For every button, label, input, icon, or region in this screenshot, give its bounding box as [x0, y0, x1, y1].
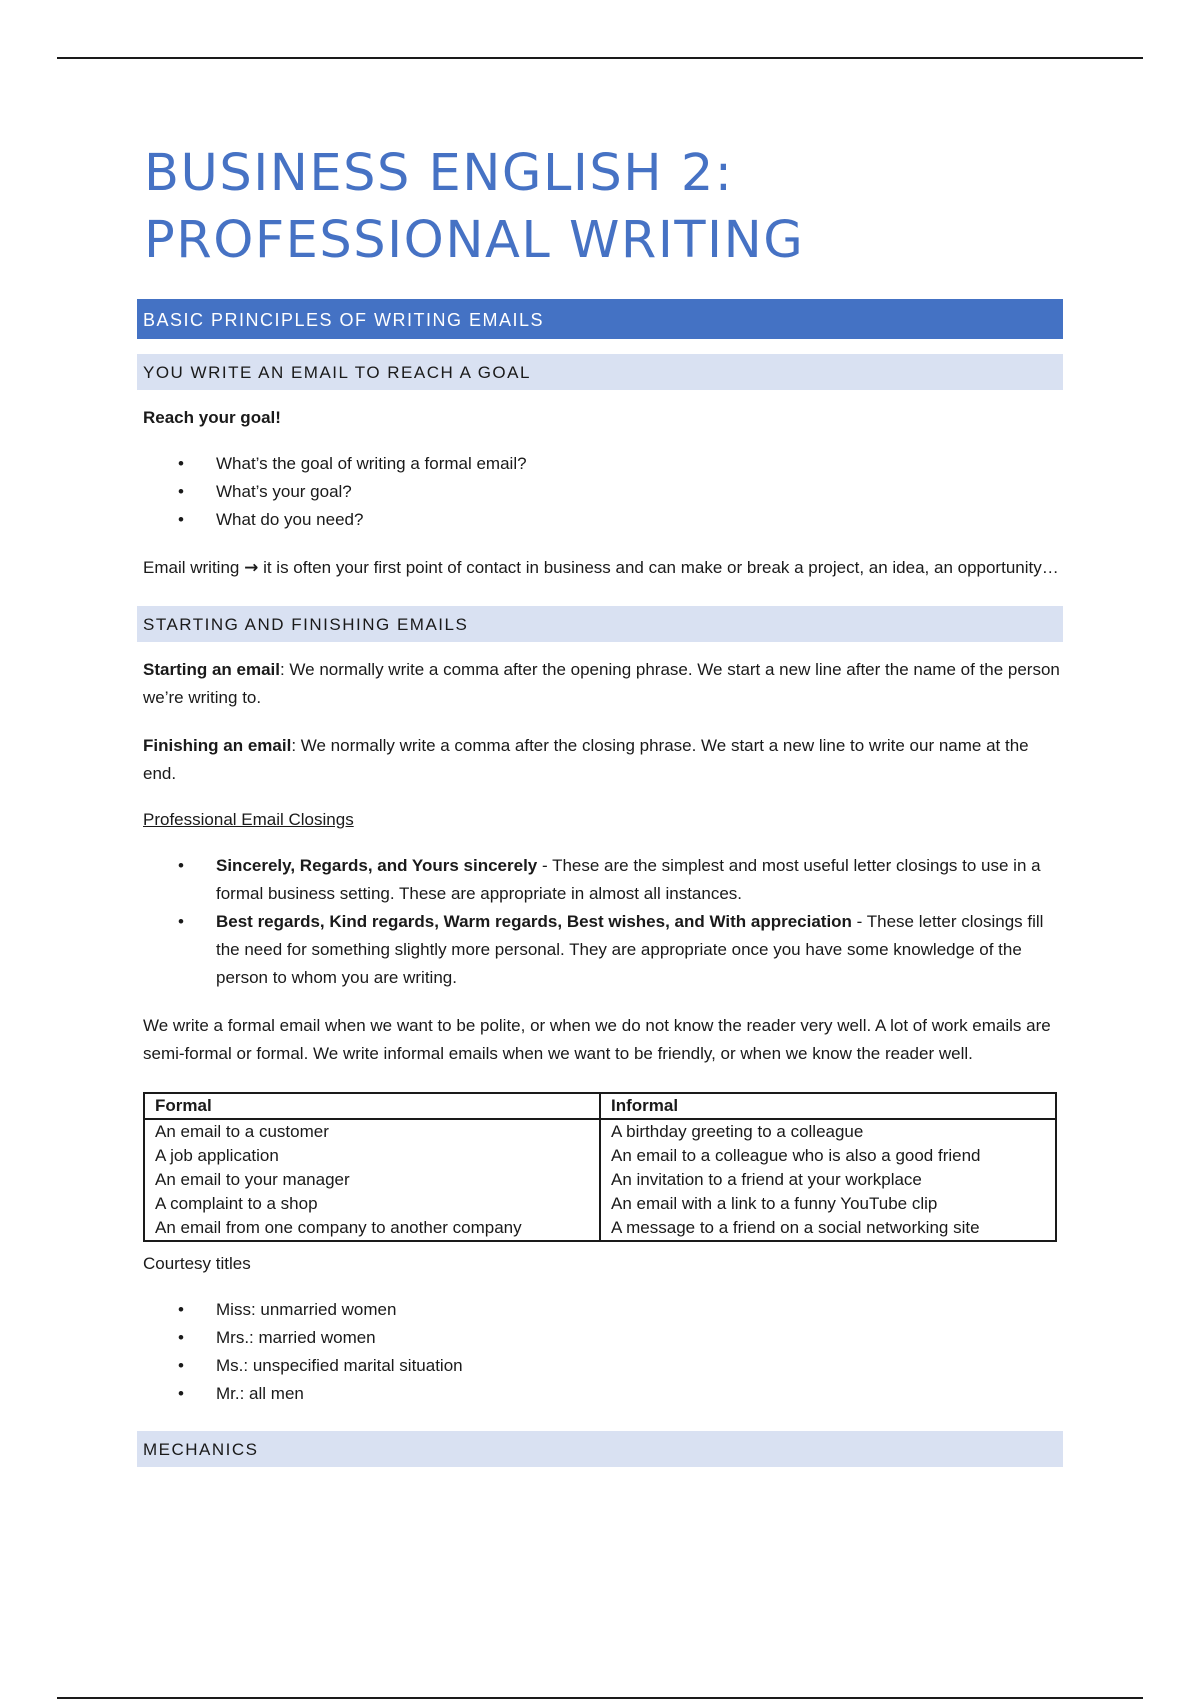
table-cell: A job application [144, 1144, 600, 1168]
formality-paragraph: We write a formal email when we want to be polite, or when we do not know the reader very well. A lot of work emails are semi-formal or formal. We write informal emails when we want to be friendly, or when we know the reader well. [143, 1016, 1051, 1063]
starting-email-label: Starting an email [143, 660, 280, 679]
document-body [137, 140, 1063, 1467]
bullet-icon: • [178, 856, 184, 875]
table-cell: A complaint to a shop [144, 1192, 600, 1216]
goal-question-list [137, 450, 1063, 534]
formal-informal-table [143, 1092, 1057, 1242]
finishing-email-label: Finishing an email [143, 736, 292, 755]
bullet-icon: • [178, 1384, 184, 1403]
note-label: Email writing [143, 558, 240, 577]
goal-lead: Reach your goal! [143, 408, 281, 427]
bullet-icon: • [178, 1300, 184, 1319]
table-header-row [144, 1093, 1056, 1119]
table-cell: An email with a link to a funny YouTube clip [600, 1192, 1056, 1216]
table-row [144, 1119, 1056, 1144]
subheading-starting-finishing: STARTING AND FINISHING EMAILS [137, 606, 1063, 642]
bullet-icon: • [178, 454, 184, 473]
list-item [137, 506, 1063, 534]
table-row [144, 1192, 1056, 1216]
list-item-text: Miss: unmarried women [216, 1300, 397, 1319]
closing-description: - These letter closings fill the need for something slightly more personal. They are appropriate once you have some knowledge of the person to whom you are writing. [216, 912, 1044, 987]
finishing-email-text: : We normally write a comma after the closing phrase. We start a new line to write our name at the end. [143, 736, 1029, 783]
table-cell: An invitation to a friend at your workplace [600, 1168, 1056, 1192]
closing-phrases: Best regards, Kind regards, Warm regards, Best wishes, and With appreciation [216, 912, 852, 931]
list-item-text: Ms.: unspecified marital situation [216, 1356, 463, 1375]
list-item-text: Mrs.: married women [216, 1328, 376, 1347]
table-cell: An email from one company to another company [144, 1216, 600, 1241]
document-title [144, 140, 1063, 274]
table-row [144, 1144, 1056, 1168]
courtesy-titles-list [137, 1296, 1063, 1408]
table-cell: An email to a customer [144, 1119, 600, 1144]
header-rule [57, 57, 1143, 59]
subheading-mechanics: MECHANICS [137, 1431, 1063, 1467]
list-item [137, 1352, 1063, 1380]
list-item [137, 908, 1063, 992]
list-item [137, 1296, 1063, 1324]
column-header-formal: Formal [144, 1093, 600, 1119]
starting-email-paragraph [137, 656, 1063, 712]
bullet-icon: • [178, 912, 184, 931]
list-item [137, 478, 1063, 506]
list-item-text: What’s your goal? [216, 482, 352, 501]
title-line-2: PROFESSIONAL WRITING [144, 211, 805, 270]
courtesy-titles-label: Courtesy titles [143, 1254, 251, 1273]
bullet-icon: • [178, 510, 184, 529]
starting-email-text: : We normally write a comma after the opening phrase. We start a new line after the name of the person we’re writing to. [143, 660, 1060, 707]
list-item [137, 1324, 1063, 1352]
table-row [144, 1168, 1056, 1192]
bullet-icon: • [178, 482, 184, 501]
footer-rule [57, 1697, 1143, 1699]
column-header-informal: Informal [600, 1093, 1056, 1119]
subheading-goal: YOU WRITE AN EMAIL TO REACH A GOAL [137, 354, 1063, 390]
list-item-text: What do you need? [216, 510, 364, 529]
closing-phrases: Sincerely, Regards, and Yours sincerely [216, 856, 538, 875]
list-item-text: What’s the goal of writing a formal email? [216, 454, 527, 473]
email-writing-note [137, 554, 1063, 582]
closing-description: - These are the simplest and most useful letter closings to use in a formal business setting. These are appropriate in almost all instances. [216, 856, 1041, 903]
closings-list [137, 852, 1063, 992]
table-cell: An email to your manager [144, 1168, 600, 1192]
list-item-text: Mr.: all men [216, 1384, 304, 1403]
title-line-1: BUSINESS ENGLISH 2: [144, 144, 734, 203]
list-item [137, 450, 1063, 478]
list-item [137, 1380, 1063, 1408]
table-cell: An email to a colleague who is also a good friend [600, 1144, 1056, 1168]
table-cell: A birthday greeting to a colleague [600, 1119, 1056, 1144]
closings-label: Professional Email Closings [143, 810, 354, 829]
table-cell: A message to a friend on a social networking site [600, 1216, 1056, 1241]
section-heading: BASIC PRINCIPLES OF WRITING EMAILS [137, 299, 1063, 339]
finishing-email-paragraph [137, 732, 1063, 788]
arrow-right-icon: → [244, 558, 259, 578]
table-row [144, 1216, 1056, 1241]
note-text: it is often your first point of contact in business and can make or break a project, an idea, an opportunity… [258, 558, 1059, 577]
bullet-icon: • [178, 1356, 184, 1375]
list-item [137, 852, 1063, 908]
bullet-icon: • [178, 1328, 184, 1347]
